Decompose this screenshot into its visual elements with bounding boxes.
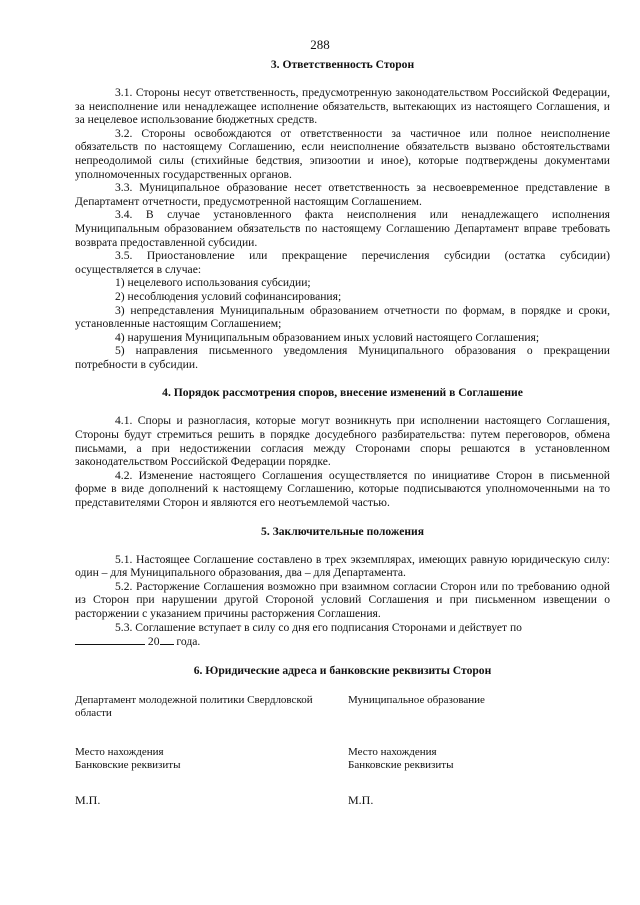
paragraph-5-3 — [75, 621, 610, 649]
section-3-title: 3. Ответственность Сторон — [270, 58, 415, 71]
party-right-bank: Банковские реквизиты — [348, 758, 454, 771]
party-right — [348, 694, 610, 807]
paragraph-3-2: 3.2. Стороны освобождаются от ответственности за частичное или полное неисполнение обязательств по настоящему Соглашению, если неисполнение обязательств вызвано обстоятельствами непреодолимой силы (стихийные бедствия, эпизоотии и иное), которые подтверждены документами уполномоченных государственных органов. — [75, 126, 610, 181]
paragraph-3-3: 3.3. Муниципальное образование несет ответственность за несвоевременное представление в Департамент отчетности, предусмотренной настоящим Соглашением. — [75, 181, 610, 208]
list-item-3-5-5: 5) направления письменного уведомления Муниципального образования о прекращении потребности в субсидии. — [75, 344, 610, 371]
year-prefix: 20 — [147, 635, 160, 649]
paragraph-5-2: 5.2. Расторжение Соглашения возможно при взаимном согласии Сторон или по требованию одной из Сторон при нарушении другой Стороной условий Соглашения и при письменном извещении о расторжении с указанием причины расторжения Соглашения. — [75, 579, 610, 620]
paragraph-5-3-text: 5.3. Соглашение вступает в силу со дня его подписания Сторонами и действует по — [115, 620, 522, 634]
document-body — [75, 58, 610, 807]
page-number: 288 — [310, 37, 330, 52]
party-left-name: Департамент молодежной политики Свердловской области — [75, 693, 313, 719]
party-right-stamp: М.П. — [348, 792, 374, 807]
paragraph-3-4: 3.4. В случае установленного факта неисполнения или ненадлежащего исполнения Муниципальным образованием обязательств по настоящему Соглашению Департамент вправе требовать возврата предоставленной субсидии. — [75, 208, 610, 249]
party-right-name: Муниципальное образование — [348, 693, 485, 706]
party-left — [75, 694, 337, 807]
list-item-3-5-1: 1) нецелевого использования субсидии; — [115, 276, 311, 290]
section-6-title: 6. Юридические адреса и банковские реквизиты Сторон — [193, 663, 492, 677]
paragraph-5-1: 5.1. Настоящее Соглашение составлено в трех экземплярах, имеющих равную юридическую силу: один – для Муниципального образования, два – для Департамента. — [75, 552, 610, 580]
list-item-3-5-3: 3) непредставления Муниципальным образованием отчетности по формам, в порядке и сроки, установленные настоящим Соглашением; — [75, 303, 610, 331]
paragraph-4-1: 4.1. Споры и разногласия, которые могут возникнуть при исполнении настоящего Соглашения, Стороны будут стремиться решить в порядке досудебного разбирательства: путем переговоров, обмена письмами, а при недостижении согласия между Сторонами споры решаются в установленном законодательством Российской Федерации порядке. — [75, 414, 610, 469]
year-suffix: года. — [176, 635, 201, 649]
year-blank — [160, 634, 174, 645]
party-left-stamp: М.П. — [75, 792, 101, 807]
signature-block — [75, 694, 610, 807]
paragraph-3-5: 3.5. Приостановление или прекращение перечисления субсидии (остатка субсидии) осуществляется в случае: — [75, 249, 610, 276]
validity-date-line — [75, 634, 200, 649]
section-4-title: 4. Порядок рассмотрения споров, внесение изменений в Соглашение — [162, 386, 523, 400]
paragraph-3-1: 3.1. Стороны несут ответственность, предусмотренную законодательством Российской Федерации, за неисполнение или ненадлежащее исполнение обязательств, вытекающих из настоящего Соглашения, и за нецелевое использование бюджетных средств. — [75, 86, 610, 127]
paragraph-4-2: 4.2. Изменение настоящего Соглашения осуществляется по инициативе Сторон в письменной форме в виде дополнений к настоящему Соглашению, которые подписываются уполномоченными на то представителями Сторон и являются его неотъемлемой частью. — [75, 468, 610, 510]
party-right-location: Место нахождения — [348, 745, 437, 758]
list-item-3-5-2: 2) несоблюдения условий софинансирования; — [115, 289, 342, 303]
party-left-bank: Банковские реквизиты — [75, 758, 181, 771]
list-item-3-5-4: 4) нарушения Муниципальным образованием иных условий настоящего Соглашения; — [115, 330, 540, 344]
date-blank — [75, 634, 145, 645]
party-left-location: Место нахождения — [75, 745, 164, 758]
section-5-title: 5. Заключительные положения — [261, 524, 424, 538]
